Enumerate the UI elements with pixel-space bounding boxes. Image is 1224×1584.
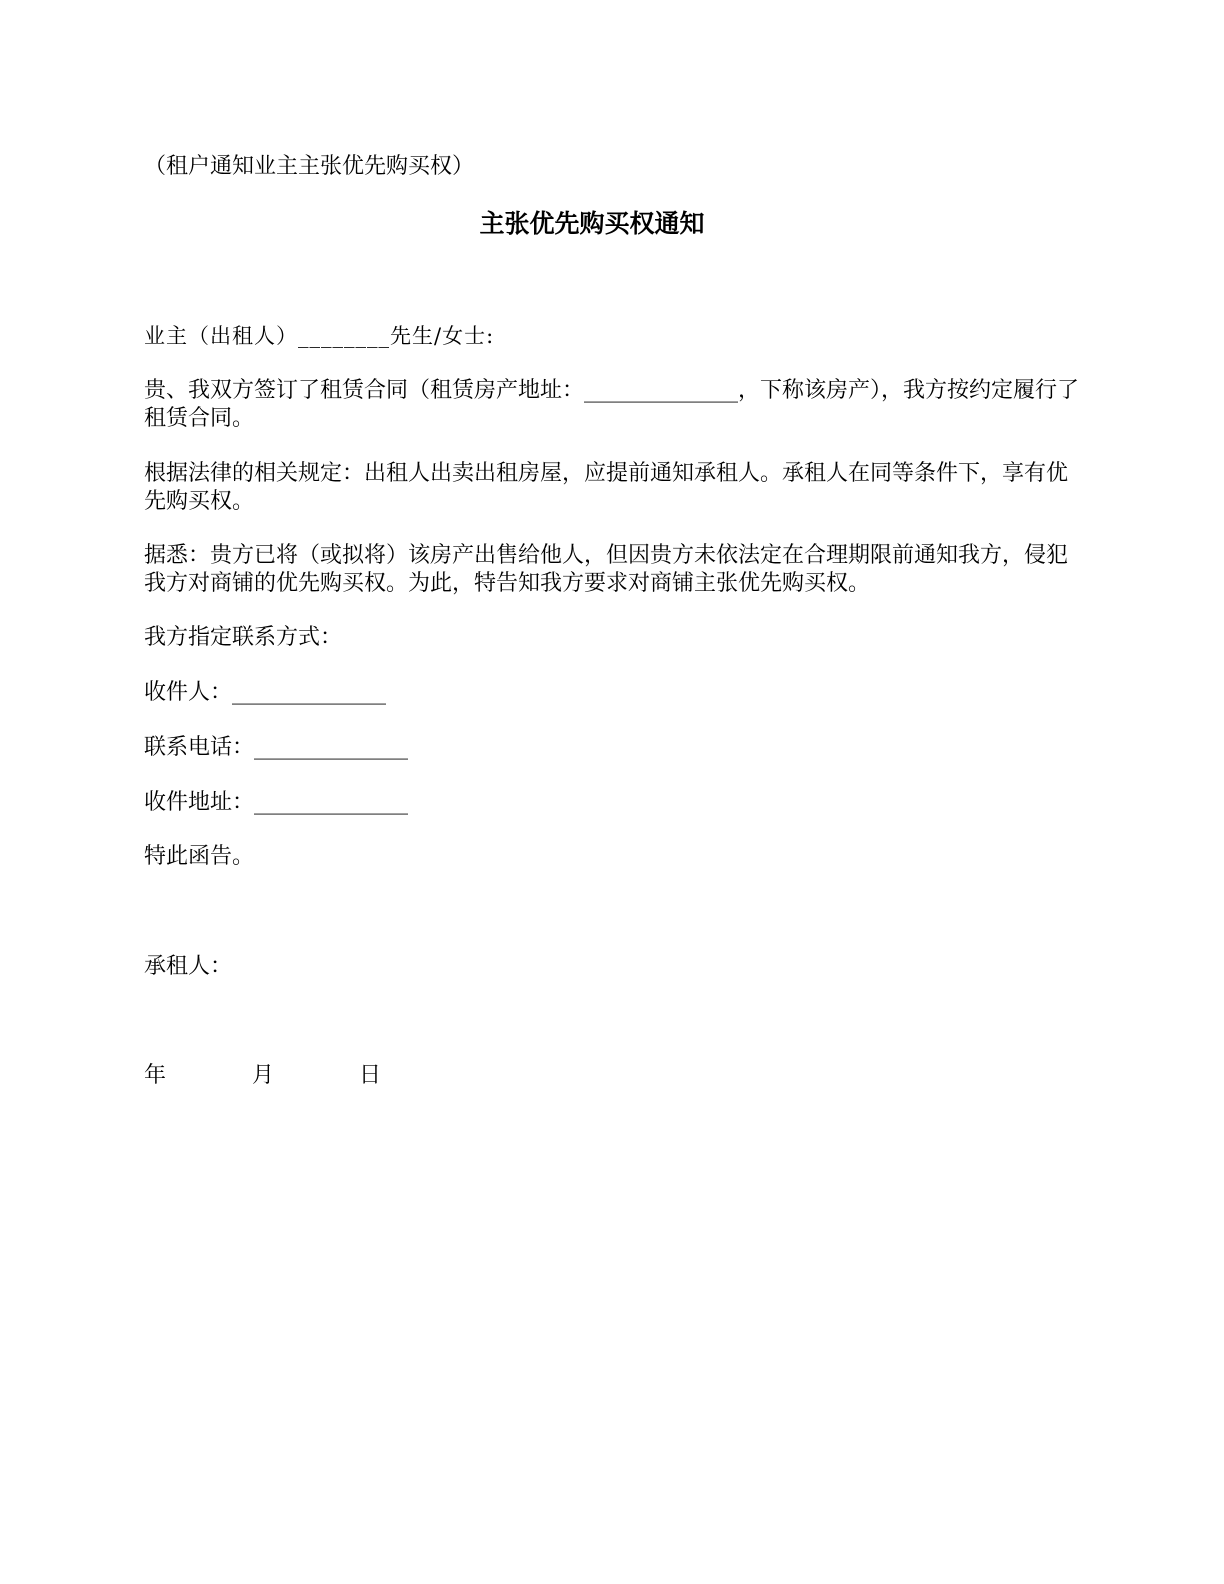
closing-line: 特此函告。 xyxy=(144,844,255,869)
contact-heading: 我方指定联系方式： xyxy=(144,625,343,650)
greeting-line: 业主（出租人）________先生/女士: xyxy=(144,324,495,348)
document-title: 主张优先购买权通知 xyxy=(479,209,705,238)
paragraph-lease-contract: 贵、我双方签订了租赁合同（租赁房产地址：______________，下称该房产），我方按约定履行了租赁合同。 xyxy=(144,378,1080,431)
paragraph-claim: 据悉：贵方已将（或拟将）该房产出售给他人，但因贵方未依法定在合理期限前通知我方，侵犯我方对商铺的优先购买权。为此，特告知我方要求对商铺主张优先购买权。 xyxy=(144,543,1069,596)
tenant-signature-label: 承租人： xyxy=(144,954,233,979)
date-day-label: 日 xyxy=(359,1063,382,1088)
date-year-label: 年 xyxy=(144,1063,167,1088)
document-subtitle: （租户通知业主主张优先购买权） xyxy=(144,154,475,179)
phone-line: 联系电话：______________ xyxy=(144,735,409,760)
address-line: 收件地址：______________ xyxy=(144,790,409,815)
recipient-line: 收件人：______________ xyxy=(144,680,387,705)
date-month-label: 月 xyxy=(252,1063,275,1088)
paragraph-legal-provision: 根据法律的相关规定：出租人出卖出租房屋，应提前通知承租人。承租人在同等条件下，享有优先购买权。 xyxy=(144,461,1069,514)
